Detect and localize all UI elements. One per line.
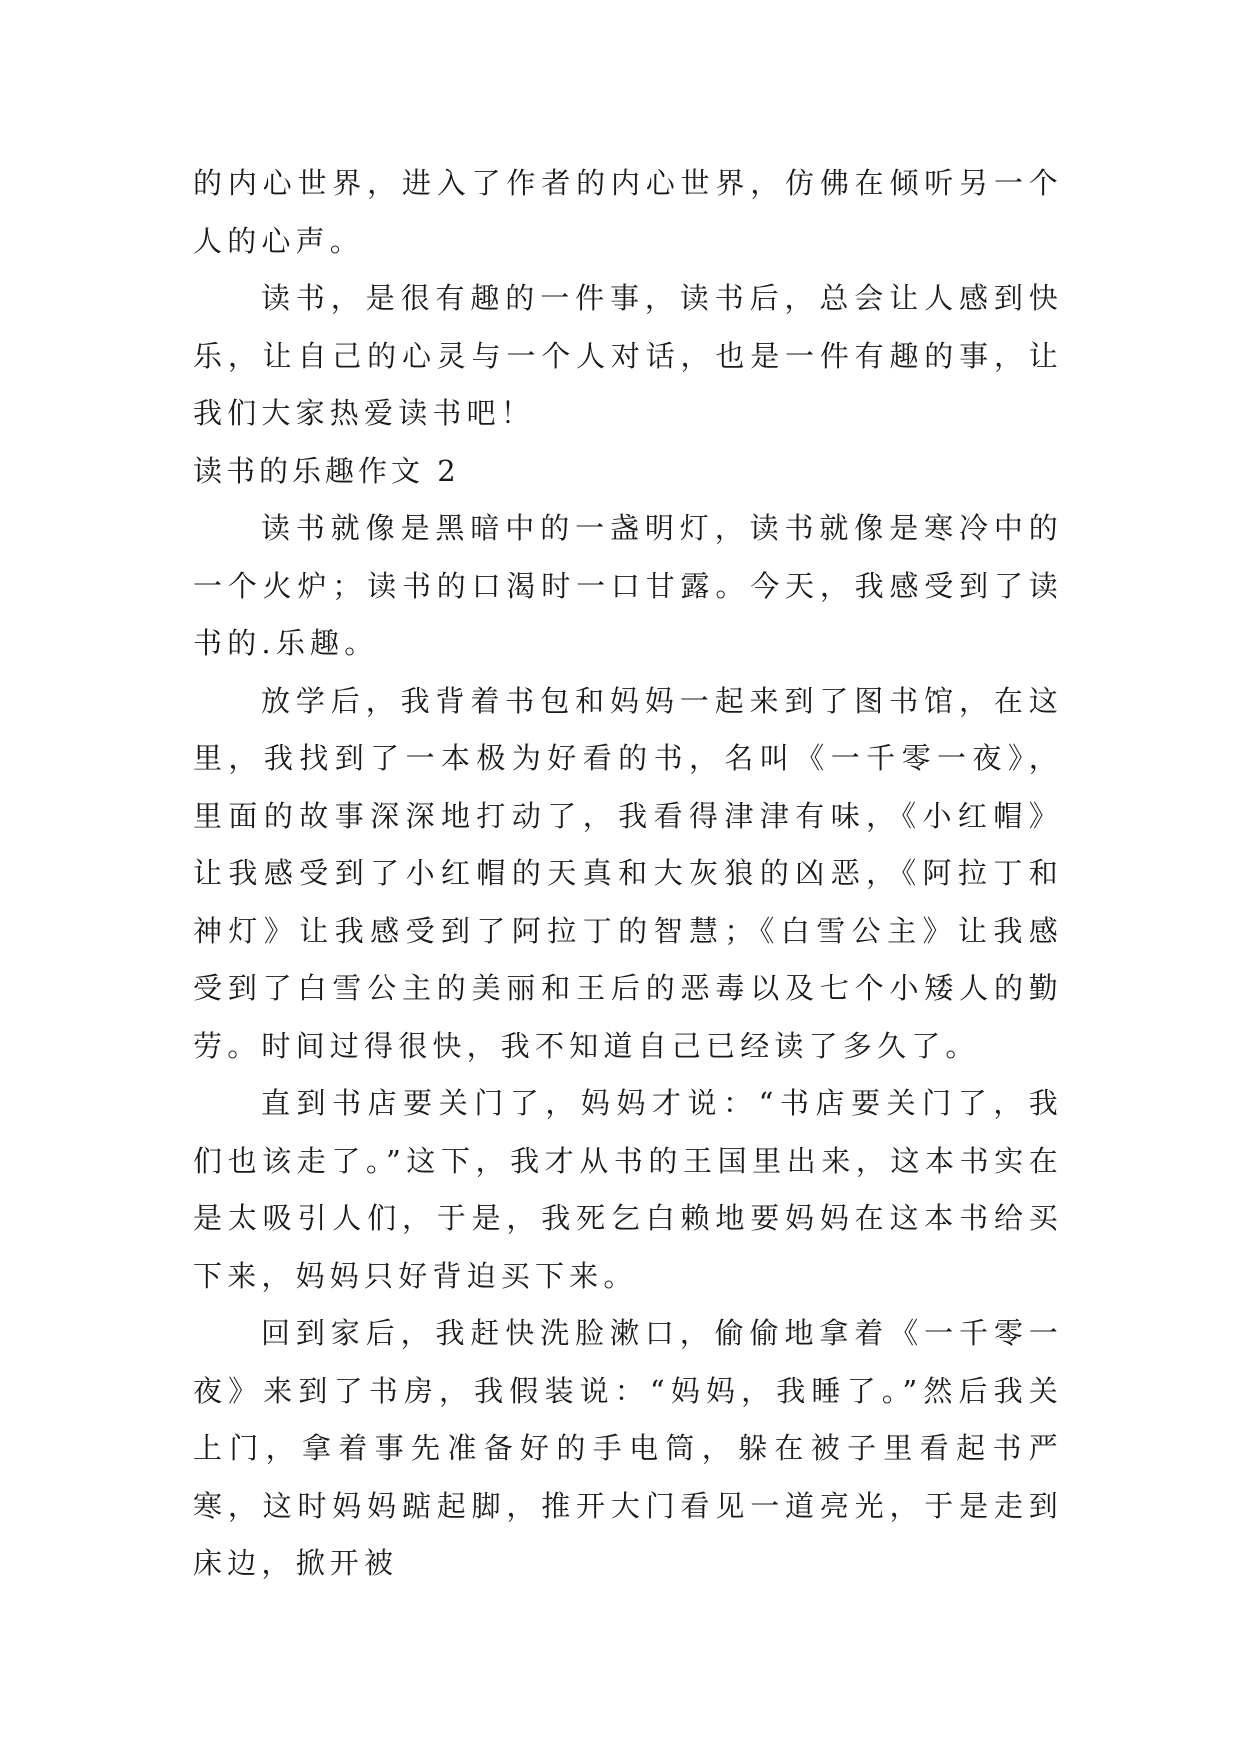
paragraph-reading-fun: 读书，是很有趣的一件事，读书后，总会让人感到快乐，让自己的心灵与一个人对话，也是一件有趣的事，让我们大家热爱读书吧！ [193, 281, 1063, 430]
essay-heading: 读书的乐趣作文 2 [193, 453, 460, 488]
paragraph-bookstore: 直到书店要关门了，妈妈才说：“书店要关门了，我们也该走了。”这下，我才从书的王国里出来，这本书实在是太吸引人们，于是，我死乞白赖地要妈妈在这本书给买下来，妈妈只好背迫买下来。 [193, 1086, 1063, 1293]
paragraph-continued: 的内心世界，进入了作者的内心世界，仿佛在倾听另一个人的心声。 [193, 166, 1063, 258]
paragraph-library: 放学后，我背着书包和妈妈一起来到了图书馆，在这里，我找到了一本极为好看的书，名叫《一千零一夜》，里面的故事深深地打动了，我看得津津有味，《小红帽》让我感受到了小红帽的天真和大灰狼的凶恶，《阿拉丁和神灯》让我感受到了阿拉丁的智慧；《白雪公主》让我感受到了白雪公主的美丽和王后的恶毒以及七个小矮人的勤劳。时间过得很快，我不知道自己已经读了多久了。 [193, 683, 1063, 1063]
paragraph-intro: 读书就像是黑暗中的一盏明灯，读书就像是寒冷中的一个火炉；读书的口渴时一口甘露。今天，我感受到了读书的.乐趣。 [193, 511, 1063, 660]
paragraph-home: 回到家后，我赶快洗脸漱口，偷偷地拿着《一千零一夜》来到了书房，我假装说：“妈妈，我睡了。”然后我关上门，拿着事先准备好的手电筒，躲在被子里看起书严寒，这时妈妈踮起脚，推开大门看见一道亮光，于是走到床边，掀开被 [193, 1316, 1063, 1580]
document-page [193, 155, 1063, 1593]
